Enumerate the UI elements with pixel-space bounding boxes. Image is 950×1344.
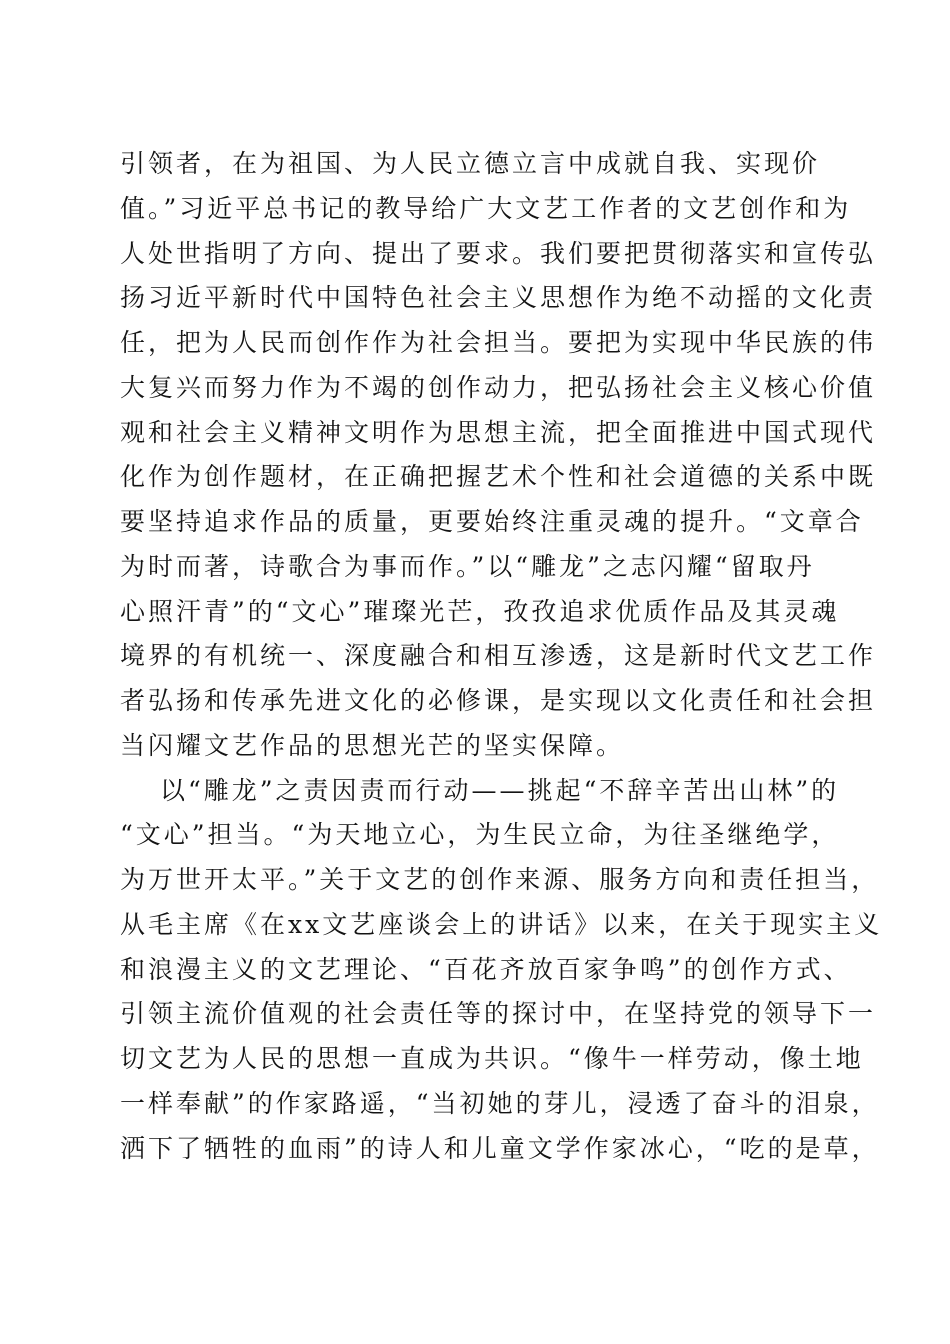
text-line: 引领主流价值观的社会责任等的探讨中，在坚持党的领导下一 [120,999,877,1029]
text-line: 境界的有机统一、深度融合和相互渗透，这是新时代文艺工作 [120,641,877,671]
text-line: 者弘扬和传承先进文化的必修课，是实现以文化责任和社会担 [120,686,877,715]
text-line: “文心”担当。“为天地立心，为生民立命，为往圣继绝学， [120,820,840,850]
text-line: 从毛主席《在xx文艺座谈会上的讲话》以来，在关于现实主义 [120,909,883,939]
text-line: 为时而著，诗歌合为事而作。”以“雕龙”之志闪耀“留取丹 [120,551,815,581]
text-line: 切文艺为人民的思想一直成为共识。“像牛一样劳动，像土地 [120,1044,864,1073]
text-line: 观和社会主义精神文明作为思想主流，把全面推进中国式现代 [120,417,877,447]
text-line: 扬习近平新时代中国特色社会主义思想作为绝不动摇的文化责 [120,283,877,313]
text-line: 任，把为人民而创作作为社会担当。要把为实现中华民族的伟 [120,328,877,357]
text-line: 要坚持追求作品的质量，更要始终注重灵魂的提升。“文章合 [120,507,864,536]
text-line: 洒下了牺牲的血雨”的诗人和儿童文学作家冰心，“吃的是草， [120,1133,880,1163]
text-line: 值。”习近平总书记的教导给广大文艺工作者的文艺创作和为 [120,193,852,223]
text-line: 当闪耀文艺作品的思想光芒的坚实保障。 [120,730,625,760]
text-line: 引领者，在为祖国、为人民立德立言中成就自我、实现价 [120,149,821,178]
text-line: 人处世指明了方向、提出了要求。我们要把贯彻落实和宣传弘 [120,238,877,268]
text-line: 为万世开太平。”关于文艺的创作来源、服务方向和责任担当， [120,865,880,894]
text-line: 化作为创作题材，在正确把握艺术个性和社会道德的关系中既 [120,462,877,492]
body-text [120,142,883,1171]
text-line: 心照汗青”的“文心”璀璨光芒，孜孜追求优质作品及其灵魂 [120,596,840,626]
text-line: 和浪漫主义的文艺理论、“百花齐放百家争鸣”的创作方式、 [120,954,852,984]
text-line: 一样奉献”的作家路遥，“当初她的芽儿，浸透了奋斗的泪泉， [120,1088,880,1118]
text-line: 大复兴而努力作为不竭的创作动力，把弘扬社会主义核心价值 [120,372,877,402]
paragraph-start-line: 以“雕龙”之责因责而行动——挑起“不辞辛苦出山林”的 [160,775,840,805]
